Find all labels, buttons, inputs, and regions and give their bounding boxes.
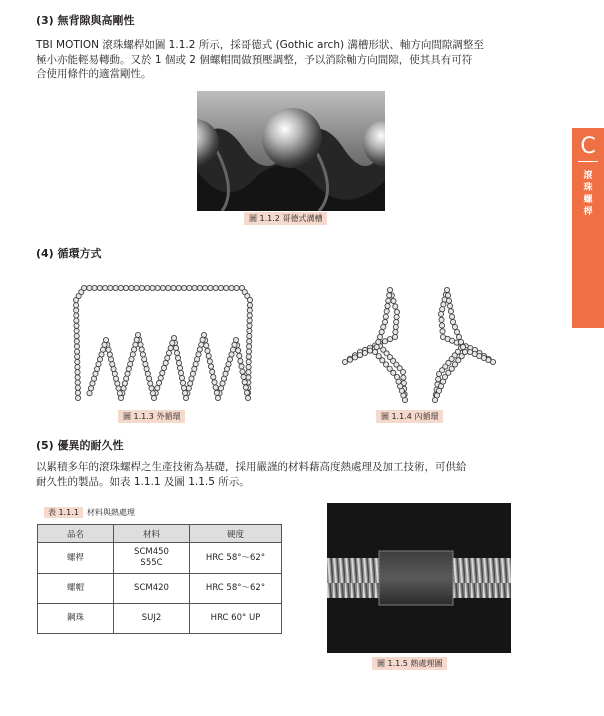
table-title: 材料與熱處理 xyxy=(86,508,135,517)
cell-name: 鋼珠 xyxy=(38,604,114,634)
chapter-title-char: 螺 xyxy=(583,195,593,205)
cell-name: 螺桿 xyxy=(38,543,114,574)
cell-hardness: HRC 58°～62° xyxy=(190,543,282,574)
paragraph-line: 耐久性的製品。如表 1.1.1 及圖 1.1.5 所示。 xyxy=(36,475,250,488)
cell-material: SCM420 xyxy=(114,574,190,604)
chapter-title-char: 桿 xyxy=(583,207,593,217)
section-heading-4: (4) 循環方式 xyxy=(36,247,102,260)
material-heat-treatment-table xyxy=(37,524,282,634)
column-header: 材料 xyxy=(114,525,190,543)
figure-caption-1-1-3: 圖 1.1.3 外循環 xyxy=(118,410,185,423)
figure-caption-1-1-4: 圖 1.1.4 內循環 xyxy=(376,410,443,423)
heat-treatment-illustration xyxy=(327,503,511,653)
table-row xyxy=(38,574,282,604)
chapter-side-tab xyxy=(572,128,604,328)
table-row xyxy=(38,604,282,634)
side-tab-divider xyxy=(578,161,598,162)
table-number: 表 1.1.1 xyxy=(44,507,83,518)
column-header: 品名 xyxy=(38,525,114,543)
gothic-groove-illustration xyxy=(197,91,385,211)
paragraph-line: 以累積多年的滾珠螺桿之生產技術為基礎，採用嚴謹的材料藉高度熱處理及加工技術，可供給 xyxy=(36,461,467,473)
material-line: S55C xyxy=(140,558,163,568)
section-paragraph-3 xyxy=(36,38,556,82)
internal-circulation-diagram xyxy=(335,282,505,407)
chapter-title-char: 珠 xyxy=(583,183,593,193)
section-heading-5: (5) 優異的耐久性 xyxy=(36,439,124,452)
cell-name: 螺帽 xyxy=(38,574,114,604)
heat-treatment-photo xyxy=(327,503,511,653)
section-heading-3: (3) 無背隙與高剛性 xyxy=(36,14,135,27)
cell-material: SUJ2 xyxy=(114,604,190,634)
table-row xyxy=(38,543,282,574)
paragraph-line: 極小亦能輕易轉動。又於 1 個或 2 個螺帽間做預壓調整，予以消除軸方向間隙，使其具有可符 xyxy=(36,53,473,66)
cell-hardness: HRC 60° UP xyxy=(190,604,282,634)
table-header-row xyxy=(38,525,282,543)
table-label xyxy=(44,507,135,518)
chapter-letter: C xyxy=(580,134,596,159)
column-header: 硬度 xyxy=(190,525,282,543)
cell-hardness: HRC 58°～62° xyxy=(190,574,282,604)
paragraph-line: 合使用條件的適當剛性。 xyxy=(36,68,152,80)
chapter-title-char: 滾 xyxy=(583,171,593,181)
external-circulation-diagram xyxy=(66,280,260,406)
paragraph-line: TBI MOTION 滾珠螺桿如圖 1.1.2 所示，採哥德式 (Gothic arch) 溝槽形狀、軸方向間隙調整至 xyxy=(36,39,484,51)
gothic-groove-photo xyxy=(197,91,385,211)
cell-material xyxy=(114,543,190,574)
figure-caption-1-1-2: 圖 1.1.2 哥德式溝槽 xyxy=(244,212,327,225)
section-paragraph-5 xyxy=(36,460,566,489)
chapter-title xyxy=(572,170,604,218)
figure-caption-1-1-5: 圖 1.1.5 熱處理圖 xyxy=(372,657,447,670)
material-line: SCM450 xyxy=(134,547,169,557)
